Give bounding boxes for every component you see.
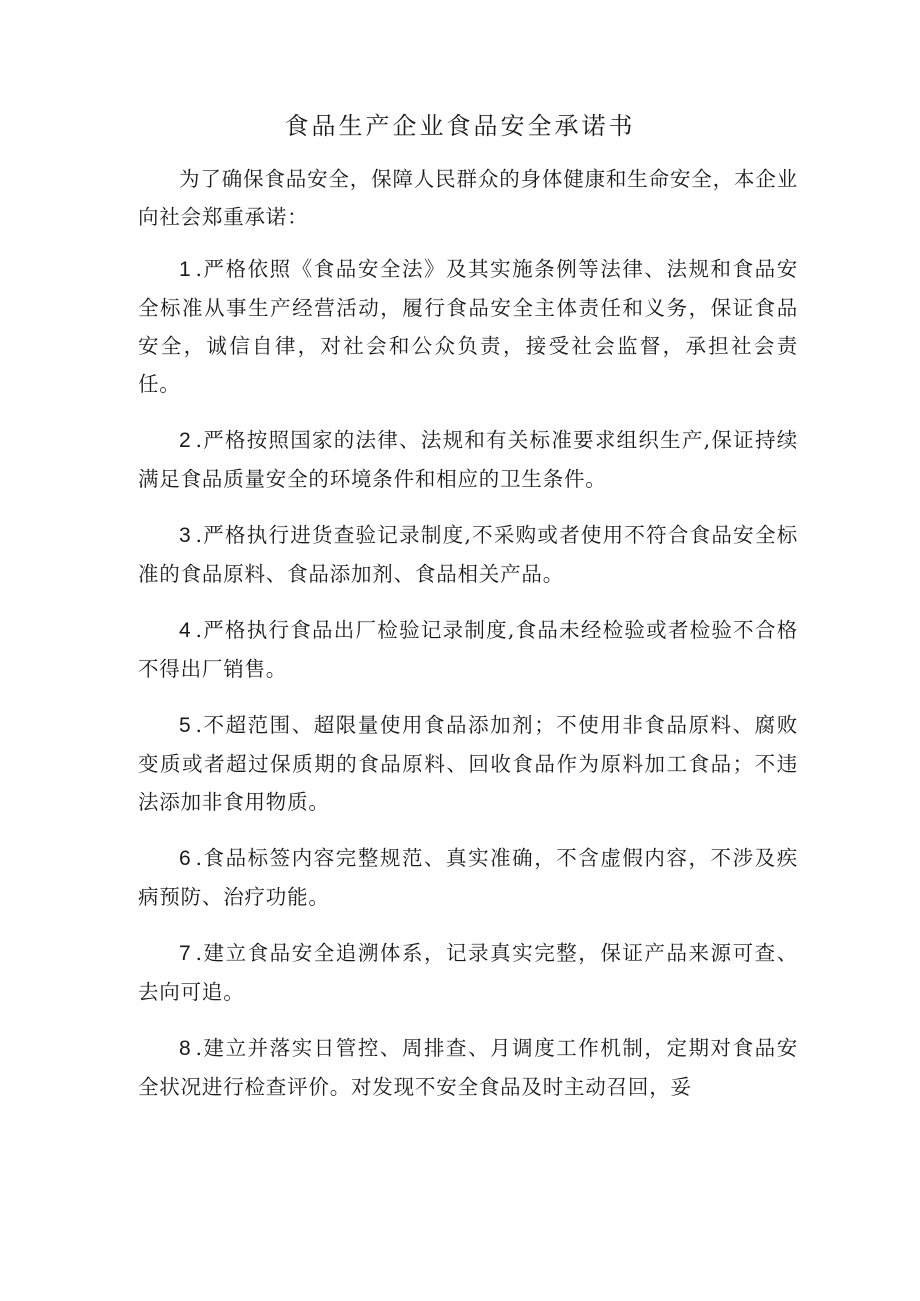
intro-paragraph: 为了确保食品安全，保障人民群众的身体健康和生命安全，本企业向社会郑重承诺：: [138, 167, 798, 229]
item-text: .严格按照国家的法律、法规和有关标准要求组织生产,保证持续满足食品质量安全的环境条件和相应的卫生条件。: [138, 428, 798, 491]
commitment-item-8: [138, 1029, 798, 1106]
item-text: .建立并落实日管控、周排查、月调度工作机制，定期对食品安全状况进行检查评价。对发现不安全食品及时主动召回，妥: [138, 1036, 798, 1099]
document-title: 食品生产企业食品安全承诺书: [284, 112, 636, 140]
commitment-item-6: [138, 839, 798, 916]
item-text: .严格执行进货查验记录制度,不采购或者使用不符合食品安全标准的食品原料、食品添加剂、食品相关产品。: [138, 523, 798, 586]
commitment-item-2: [138, 421, 798, 498]
item-number: 8: [179, 1037, 192, 1060]
commitment-item-3: [138, 516, 798, 593]
item-number: 3: [179, 524, 192, 547]
commitment-item-1: [138, 250, 798, 403]
item-text: .建立食品安全追溯体系，记录真实完整，保证产品来源可查、去向可追。: [138, 941, 798, 1004]
document-body: [138, 160, 798, 1124]
item-number: 5: [179, 714, 192, 737]
commitment-item-5: [138, 706, 798, 821]
item-text: .严格执行食品出厂检验记录制度,食品未经检验或者检验不合格不得出厂销售。: [138, 618, 798, 681]
item-number: 6: [179, 847, 192, 870]
item-text: .严格依照《食品安全法》及其实施条例等法律、法规和食品安全标准从事生产经营活动，履行食品安全主体责任和义务，保证食品安全，诚信自律，对社会和公众负责，接受社会监督，承担社会责任。: [138, 257, 798, 396]
item-number: 1: [179, 258, 192, 281]
item-number: 2: [179, 429, 192, 452]
item-text: .食品标签内容完整规范、真实准确，不含虚假内容，不涉及疾病预防、治疗功能。: [138, 846, 798, 909]
item-number: 4: [179, 619, 192, 642]
commitment-item-7: [138, 934, 798, 1011]
commitment-item-4: [138, 611, 798, 688]
item-number: 7: [179, 942, 192, 965]
item-text: .不超范围、超限量使用食品添加剂；不使用非食品原料、腐败变质或者超过保质期的食品原料、回收食品作为原料加工食品；不违法添加非食用物质。: [138, 713, 798, 814]
